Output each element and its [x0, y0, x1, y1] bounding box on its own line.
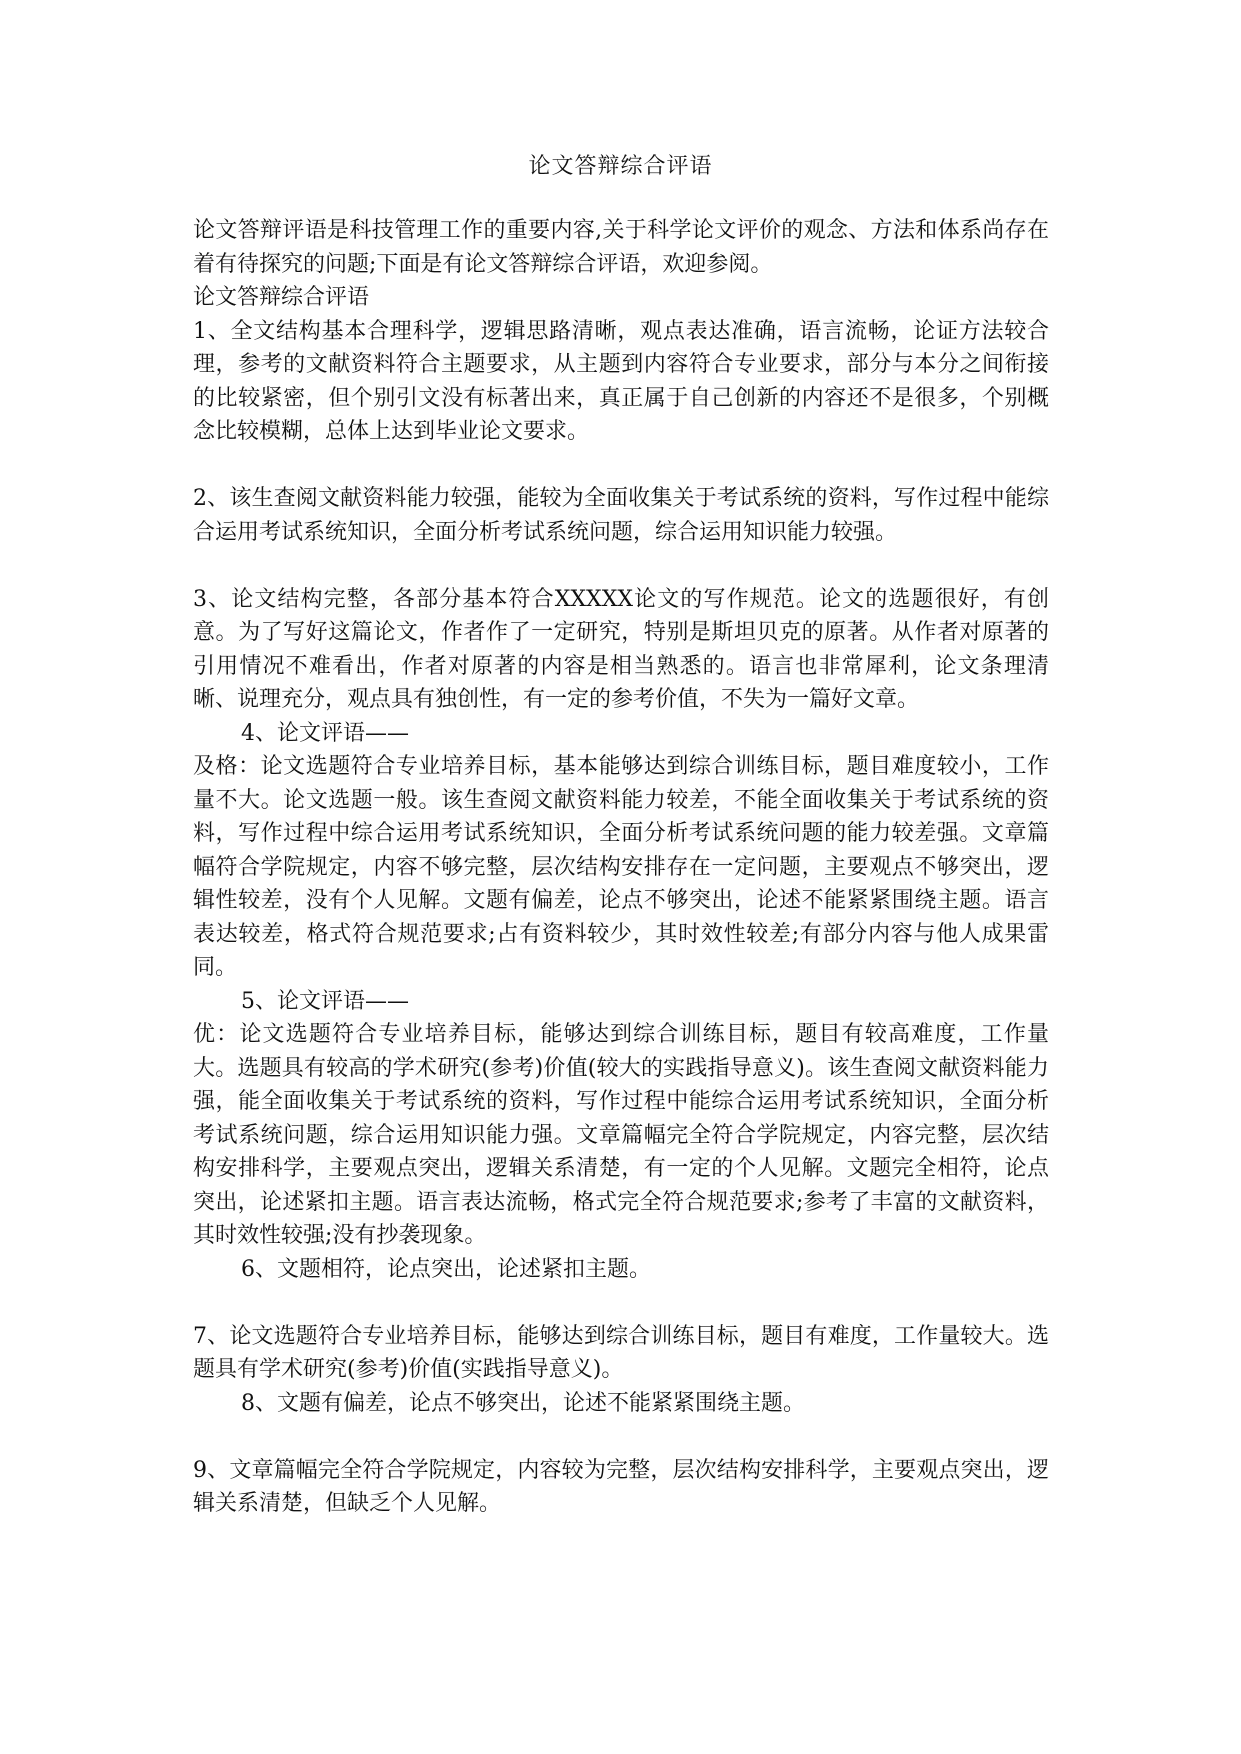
comment-item-5-body: 优：论文选题符合专业培养目标，能够达到综合训练目标，题目有较高难度，工作量大。选题具有较高的学术研究(参考)价值(较大的实践指导意义)。该生查阅文献资料能力强，能全面收集关于考试系统的资料，写作过程中能综合运用考试系统知识，全面分析考试系统问题，综合运用知识能力强。文章篇幅完全符合学院规定，内容完整，层次结构安排科学，主要观点突出，逻辑关系清楚，有一定的个人见解。文题完全相符，论点突出，论述紧扣主题。语言表达流畅，格式完全符合规范要求;参考了丰富的文献资料，其时效性较强;没有抄袭现象。 [193, 1022, 1049, 1248]
comment-item-2: 2、该生查阅文献资料能力较强，能较为全面收集关于考试系统的资料，写作过程中能综合运用考试系统知识，全面分析考试系统问题，综合运用知识能力较强。 [193, 486, 1049, 545]
blank-line [193, 1286, 1049, 1320]
comment-item-5-heading: 5、论文评语—— [241, 988, 409, 1014]
comment-item-4-heading: 4、论文评语—— [241, 720, 409, 746]
document-body [193, 214, 1049, 1521]
blank-line [193, 549, 1049, 583]
blank-line [193, 1420, 1049, 1454]
comment-item-9: 9、文章篇幅完全符合学院规定，内容较为完整，层次结构安排科学，主要观点突出，逻辑关系清楚，但缺乏个人见解。 [193, 1457, 1049, 1516]
section-heading: 论文答辩综合评语 [193, 285, 370, 310]
document-title: 论文答辩综合评语 [528, 154, 713, 179]
blank-line [193, 449, 1049, 483]
comment-item-8: 8、文题有偏差，论点不够突出，论述不能紧紧围绕主题。 [241, 1390, 805, 1416]
comment-item-3: 3、论文结构完整，各部分基本符合XXXXX论文的写作规范。论文的选题很好，有创意。为了写好这篇论文，作者作了一定研究，特别是斯坦贝克的原著。从作者对原著的引用情况不难看出，作者对原著的内容是相当熟悉的。语言也非常犀利，论文条理清晰、说理充分，观点具有独创性，有一定的参考价值，不失为一篇好文章。 [193, 586, 1049, 712]
intro-paragraph: 论文答辩评语是科技管理工作的重要内容,关于科学论文评价的观念、方法和体系尚存在着有待探究的问题;下面是有论文答辩综合评语，欢迎参阅。 [193, 218, 1049, 277]
comment-item-6: 6、文题相符，论点突出，论述紧扣主题。 [241, 1256, 651, 1282]
comment-item-4-body: 及格：论文选题符合专业培养目标，基本能够达到综合训练目标，题目难度较小，工作量不大。论文选题一般。该生查阅文献资料能力较差，不能全面收集关于考试系统的资料，写作过程中综合运用考试系统知识，全面分析考试系统问题的能力较差强。文章篇幅符合学院规定，内容不够完整，层次结构安排存在一定问题，主要观点不够突出，逻辑性较差，没有个人见解。文题有偏差，论点不够突出，论述不能紧紧围绕主题。语言表达较差，格式符合规范要求;占有资料较少，其时效性较差;有部分内容与他人成果雷同。 [193, 754, 1049, 980]
comment-item-1: 1、全文结构基本合理科学，逻辑思路清晰，观点表达准确，语言流畅，论证方法较合理，参考的文献资料符合主题要求，从主题到内容符合专业要求，部分与本分之间衔接的比较紧密，但个别引文没有标著出来，真正属于自己创新的内容还不是很多，个别概念比较模糊，总体上达到毕业论文要求。 [193, 318, 1049, 444]
comment-item-7: 7、论文选题符合专业培养目标，能够达到综合训练目标，题目有难度，工作量较大。选题具有学术研究(参考)价值(实践指导意义)。 [193, 1323, 1049, 1382]
